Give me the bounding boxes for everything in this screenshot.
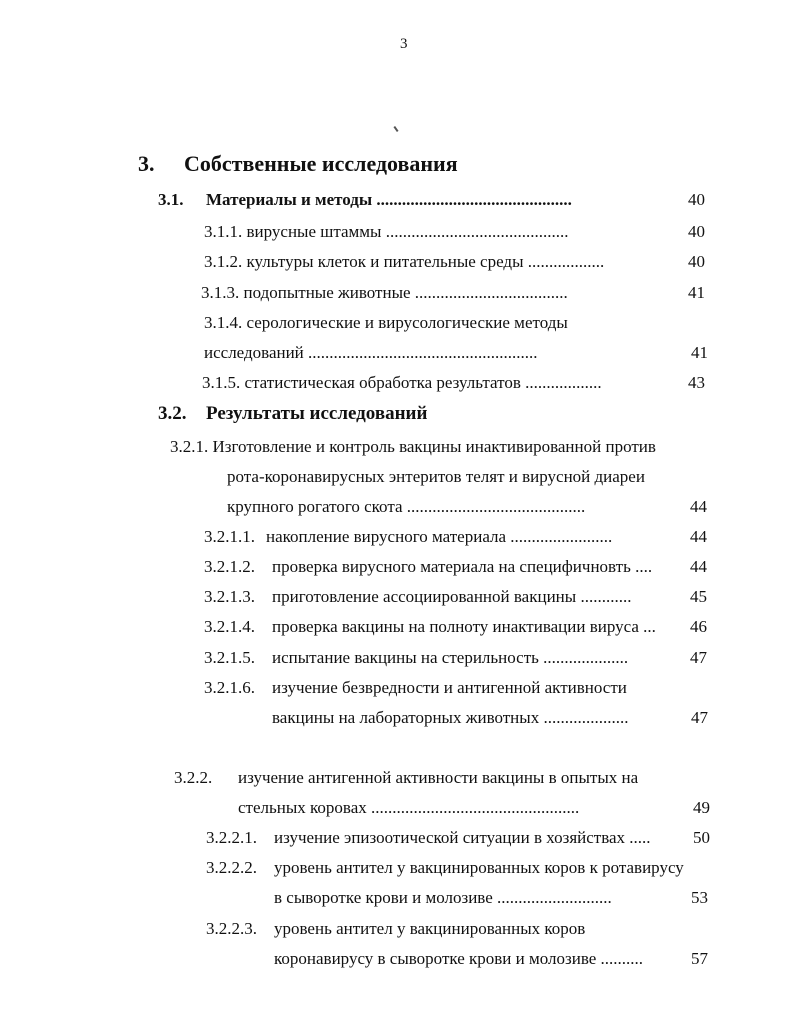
toc-entry-number: 3.2.1.1. [204,527,255,546]
toc-entry-page: 41 [691,343,708,362]
toc-entry-text: коронавирусу в сыворотке крови и молозиве .......... [274,949,644,968]
toc-entry-page: 46 [690,617,707,636]
toc-entry-text: 3.1.3. подопытные животные .................................... [201,283,568,302]
toc-entry-text: проверка вакцины на полноту инактивации вируса ... [272,617,656,636]
toc-entry-text: проверка вирусного материала на специфичновть .... [272,557,653,576]
toc-entry-text: изучение антигенной активности вакцины в опытых на [238,768,639,787]
toc-entry-text: 3.2.1. Изготовление и контроль вакцины инактивированной против [170,437,656,456]
section-title: Собственные исследования [184,151,458,176]
toc-entry-number: 3.1. [158,190,184,209]
toc-entry-page: 47 [690,648,707,667]
toc-entry-number: 3.2.2.2. [206,858,257,877]
toc-entry-page: 49 [693,798,710,817]
toc-entry-text: Результаты исследований [206,403,428,424]
toc-entry-text: исследований ...................................................... [204,343,538,362]
toc-entry-text: Материалы и методы .............................................. [206,190,572,209]
page-number: 3 [400,36,408,52]
toc-entry-text: уровень антител у вакцинированных коров к ротавирусу [274,858,684,877]
toc-entry-text: испытание вакцины на стерильность .................... [272,648,629,667]
toc-entry-number: 3.2.2.1. [206,828,257,847]
toc-entry-number: 3.2.1.2. [204,557,255,576]
toc-entry-number: 3.2.1.3. [204,587,255,606]
scan-mark [393,126,398,132]
toc-entry-text: накопление вирусного материала ........................ [266,527,613,546]
toc-entry-number: 3.2.1.5. [204,648,255,667]
toc-entry-text: 3.1.4. серологические и вирусологические методы [204,313,568,332]
toc-entry-text: изучение эпизоотической ситуации в хозяйствах ..... [274,828,651,847]
toc-entry-text: 3.1.5. статистическая обработка результатов .................. [202,373,602,392]
toc-entry-page: 47 [691,708,708,727]
toc-entry-text: приготовление ассоциированной вакцины ............ [272,587,632,606]
toc-entry-text: изучение безвредности и антигенной активности [272,678,627,697]
toc-entry-page: 40 [688,222,705,241]
toc-entry-text: 3.1.2. культуры клеток и питательные среды .................. [204,252,605,271]
toc-entry-text: 3.1.1. вирусные штаммы ........................................... [204,222,569,241]
section-number: 3. [138,151,155,176]
toc-entry-text: стельных коровах ................................................. [238,798,580,817]
toc-entry-text: вакцины на лабораторных животных .................... [272,708,629,727]
toc-entry-page: 40 [688,190,705,209]
toc-entry-number: 3.2.1.6. [204,678,255,697]
toc-entry-number: 3.2. [158,403,187,424]
toc-entry-page: 41 [688,283,705,302]
toc-entry-text: рота-коронавирусных энтеритов телят и вирусной диареи [227,467,645,486]
toc-entry-page: 44 [690,497,707,516]
toc-entry-page: 57 [691,949,708,968]
toc-entry-page: 53 [691,888,708,907]
toc-entry-page: 44 [690,527,707,546]
toc-entry-number: 3.2.2. [174,768,213,787]
toc-entry-page: 44 [690,557,707,576]
toc-entry-text: крупного рогатого скота .......................................... [227,497,586,516]
toc-entry-number: 3.2.2.3. [206,919,257,938]
toc-entry-page: 50 [693,828,710,847]
toc-entry-page: 40 [688,252,705,271]
toc-entry-page: 45 [690,587,707,606]
toc-entry-text: в сыворотке крови и молозиве ........................... [274,888,612,907]
toc-entry-page: 43 [688,373,705,392]
toc-entry-number: 3.2.1.4. [204,617,255,636]
toc-entry-text: уровень антител у вакцинированных коров [274,919,586,938]
